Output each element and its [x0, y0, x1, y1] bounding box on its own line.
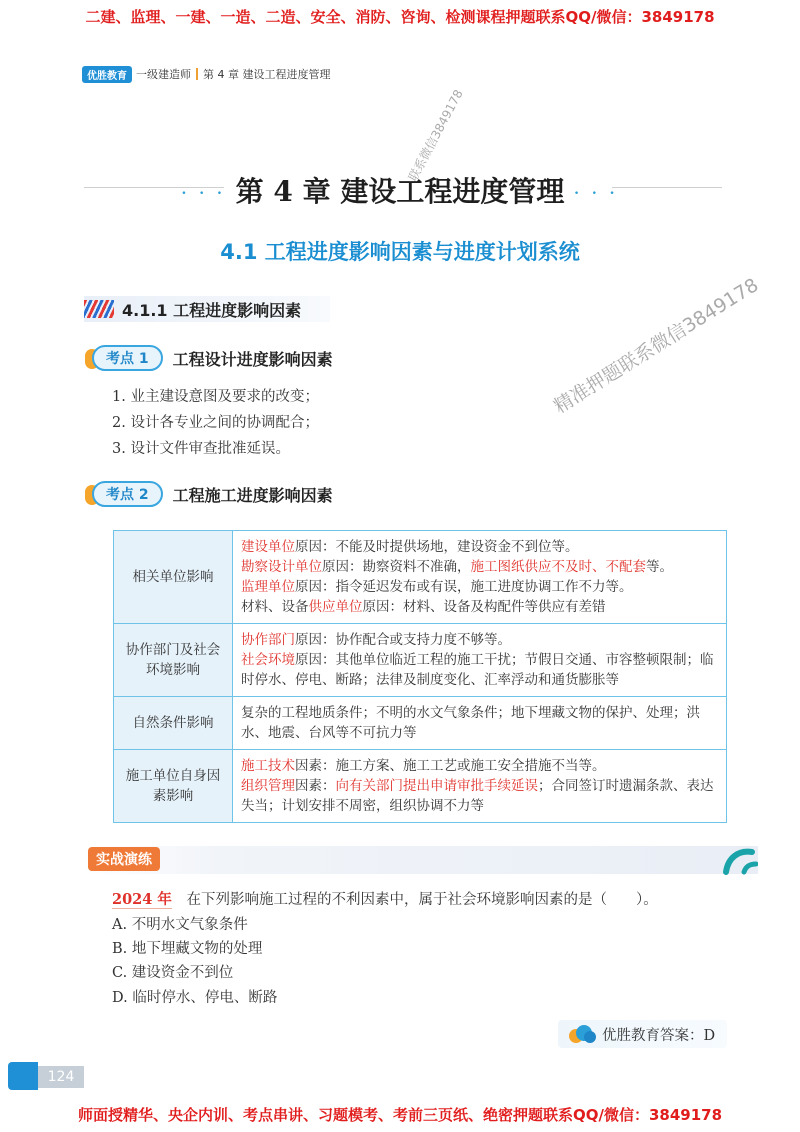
section-title: 4.1 工程进度影响因素与进度计划系统 [220, 240, 580, 264]
factor-table [113, 530, 727, 823]
table-row [114, 531, 727, 624]
practice-tag: 实战演练 [88, 847, 160, 871]
highlight-text: 向有关部门提出申请审批手续延误 [335, 778, 538, 794]
page-number-tab [8, 1062, 38, 1090]
highlight-text: 协作部门 [241, 632, 295, 648]
highlight-text: 监理单位 [241, 579, 295, 595]
cloud-icon [566, 1023, 596, 1045]
body-text: 因素：施工方案、施工工艺或施工安全措施不当等。 [295, 758, 606, 774]
practice-question [112, 888, 658, 909]
body-text: 复杂的工程地质条件；不明的水文气象条件；地下埋藏文物的保护、处理；洪水、地震、台风等不可抗力等 [241, 705, 700, 741]
table-row-header: 协作部门及社会环境影响 [114, 624, 233, 697]
subsection-heading [84, 296, 330, 322]
table-row-header: 相关单位影响 [114, 531, 233, 624]
running-header [82, 64, 331, 84]
keypoint-2-heading [92, 480, 333, 508]
content-line [241, 650, 718, 690]
keypoint-1-tag: 考点 1 [92, 345, 163, 371]
body-text: 材料、设备 [241, 599, 309, 615]
keypoint-2-tag: 考点 2 [92, 481, 163, 507]
option-d: D. 临时停水、停电、断路 [112, 990, 278, 1006]
list-item: 1. 业主建设意图及要求的改变； [112, 389, 319, 405]
highlight-text: 施工图纸供应不及时、不配套 [470, 559, 646, 575]
highlight-text: 勘察设计单位 [241, 559, 322, 575]
watermark-left: 联系微信3849178 [405, 87, 466, 184]
body-text: 原因：其他单位临近工程的施工干扰；节假日交通、市容整顿限制；临时停水、停电、断路；法律及制度变化、汇率浮动和通货膨胀等 [241, 652, 714, 688]
practice-banner [82, 846, 758, 874]
list-item: 2. 设计各专业之间的协调配合； [112, 415, 319, 431]
highlight-text: 建设单位 [241, 539, 295, 555]
option-a: A. 不明水文气象条件 [112, 917, 248, 933]
table-row-content [233, 697, 727, 750]
promo-banner-bottom: 师面授精华、央企内训、考点串讲、习题模考、考前三页纸、绝密押题联系QQ/微信：3849178 [77, 1106, 723, 1124]
answer-box [558, 1020, 727, 1048]
swirl-icon [722, 846, 758, 876]
content-line [241, 776, 718, 816]
content-line [241, 597, 718, 617]
page-number: 124 [38, 1066, 84, 1088]
table-row [114, 750, 727, 823]
subsection-title: 4.1.1 工程进度影响因素 [122, 300, 302, 320]
chapter-title-text: 第 4 章 建设工程进度管理 [235, 175, 565, 208]
option-b: B. 地下埋藏文物的处理 [112, 941, 263, 957]
table-row-header: 自然条件影响 [114, 697, 233, 750]
option-c: C. 建设资金不到位 [112, 965, 234, 981]
table-row [114, 697, 727, 750]
body-text: 等。 [646, 559, 673, 575]
content-line [241, 756, 718, 776]
watermark-right: 精准押题联系微信3849178 [550, 274, 763, 419]
body-text: 原因：不能及时提供场地，建设资金不到位等。 [295, 539, 579, 555]
body-text: 原因：协作配合或支持力度不够等。 [295, 632, 511, 648]
table-row-header: 施工单位自身因素影响 [114, 750, 233, 823]
keypoint-1-heading [92, 344, 333, 372]
body-text: 原因：指令延迟发布或有误，施工进度协调工作不力等。 [295, 579, 633, 595]
table-row-content [233, 624, 727, 697]
body-text: 因素： [295, 778, 336, 794]
promo-banner-top: 二建、监理、一建、一造、二造、安全、消防、咨询、检测课程押题联系QQ/微信：3849178 [85, 8, 715, 26]
highlight-text: 供应单位 [308, 599, 363, 615]
table-row-content [233, 750, 727, 823]
keypoint-1-title: 工程设计进度影响因素 [172, 349, 333, 369]
chapter-dots-left: · · · [181, 185, 226, 202]
publisher-logo: 优胜教育 [82, 66, 132, 83]
header-divider [196, 68, 198, 80]
chapter-dots-right: · · · [574, 185, 619, 202]
header-exam: 一级建造师 [136, 68, 191, 81]
body-text: 原因：勘察资料不准确， [322, 559, 471, 575]
content-line [241, 577, 718, 597]
keypoint-2-title: 工程施工进度影响因素 [172, 485, 333, 505]
body-text: ；合同签订时遗漏条款、表达失当；计划安排不周密，组织协调不力等 [241, 778, 714, 814]
content-line [241, 557, 718, 577]
table-row-content [233, 531, 727, 624]
chapter-title [0, 170, 800, 210]
highlight-text: 施工技术 [241, 758, 295, 774]
highlight-text: 社会环境 [241, 652, 295, 668]
question-year: 2024 年 [112, 891, 172, 908]
content-line [241, 630, 718, 650]
question-text: 在下列影响施工过程的不利因素中，属于社会环境影响因素的是（ ）。 [186, 892, 658, 908]
highlight-text: 组织管理 [241, 778, 295, 794]
content-line [241, 703, 718, 743]
answer-text: 优胜教育答案：D [602, 1027, 716, 1044]
keypoint-1-list [112, 384, 319, 462]
header-chapter: 第 4 章 建设工程进度管理 [203, 68, 331, 81]
list-item: 3. 设计文件审查批准延误。 [112, 441, 290, 457]
content-line [241, 537, 718, 557]
stripes-icon [84, 300, 114, 318]
table-row [114, 624, 727, 697]
body-text: 原因：材料、设备及构配件等供应有差错 [362, 599, 606, 615]
